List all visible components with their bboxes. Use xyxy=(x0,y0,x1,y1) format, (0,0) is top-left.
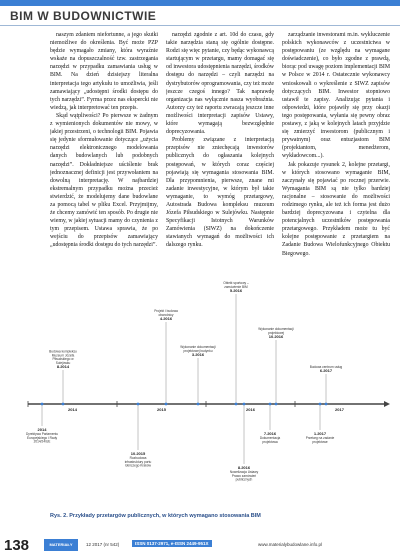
event-marker xyxy=(269,403,272,406)
paragraph: Problemy związane z interpretacją przepisów nie zniechęcają inwestorów publicznych do ogłaszania kolejnych postępowań, w których coraz częściej pojawiają się wymagania stosowania BIM. Dla przypomnienia, pierwsze, znane mi zadanie inwestycyjne, w którym był takie wymaganie, to wymóg przetargowy, Autostrada Budowa kompleksu muzeum Józefa Piłsudskiego w Sulejówku. Następnie Specyfikacji Istotnych Warunków Zamówienia (SIWZ) na dokończenie stawianych wymagań do możliwości ich dalszego rynku. xyxy=(166,137,274,249)
article-column-3 xyxy=(282,31,390,271)
event-date: 3.2016 xyxy=(191,352,205,357)
event-marker xyxy=(62,403,65,406)
event-description: Rozbudowa xyxy=(129,456,147,460)
event-description: Sulejówku xyxy=(55,361,71,365)
event-description: obwodnicy xyxy=(158,313,174,317)
event-description: Muzeum Józefa xyxy=(51,353,75,358)
article-body xyxy=(50,31,390,271)
paragraph: Skąd wątpliwości? Po pierwsze w żadnym z wymienionych dokumentów nie mowy, w jakiej przestrzeni, o technologii BIM. Pojawia się jedynie sformułowanie dotyczące „użycia narzędzi elektronicznego modelowania danych budowlanych lub podobnych narzędzi”. Dokładniejsze uściślenie brak jednoznacznej definicji jest przywołaniem na dowolną interpretację. W najbardziej ekstremalnym przypadku można przecież stwierdzić, że modelujemy dane budowlane za pomocą tabel w pliku Excel. Przyjmijmy, że chcemy zamówić ten sposób. Po drugie nie wiemy, w jakiej sytuacji mamy do czynienia z tym przepisem. Ustawa sprawia, że po wejściu do przepisów zamawiający „udostępnia środki dostępu do tych narzędzi”. xyxy=(50,112,158,249)
event-description: Projekt i budowa xyxy=(154,309,178,314)
event-date: 7.2016 xyxy=(263,431,277,436)
year-label: 2015 xyxy=(157,407,166,412)
issue-label: 12 2017 (nr 542) xyxy=(86,542,120,547)
timeline-diagram xyxy=(8,274,392,510)
article-column-2 xyxy=(166,31,274,271)
event-date: 4.2016 xyxy=(159,316,173,321)
event-description: Wykonanie dokumentacji xyxy=(258,327,294,332)
article-column-1 xyxy=(50,31,158,271)
event-description: Wykonanie dokumentacji xyxy=(180,345,216,350)
year-label: 2017 xyxy=(335,407,344,412)
event-marker xyxy=(197,403,200,406)
event-marker xyxy=(41,403,44,406)
event-description: 2014/24/UE xyxy=(33,439,51,444)
event-date: 5.2016 xyxy=(229,288,243,293)
event-description: Budowa centrum usług xyxy=(309,365,343,369)
event-description: projektowej xyxy=(267,331,285,335)
event-description: Obiekt sportowy – xyxy=(223,281,249,286)
event-description: projektowa xyxy=(262,439,278,444)
event-date: 2014 xyxy=(37,427,47,432)
event-description: projektowej budynku xyxy=(183,349,213,353)
event-description: Prawo zamówień xyxy=(231,473,257,478)
year-label: 2016 xyxy=(246,407,255,412)
page-header xyxy=(0,0,400,30)
paragraph: narzędzi zgodnie z art. 10d do czasu, gdy takie narzędzia staną się ogólnie dostępne. Rodzi się więc pytanie, czy będąc wykonawcą startującym w przetargu, mamy domagać się od inwestora udostępnienia narzędzi, środków dostępu do narzędzi – czyli narzędzi na dystrybutorów oprogramowania, czy też może jeszcze czegoś innego? Tak naprawdę organizacja nas wyłącznie nasza wyobraźnia. Autorzy czy też raportu zwracają jeszcze inne możliwości interpretacji zapisów Ustawy, które wymagają bezwzględnie doprecyzowania. xyxy=(166,32,274,136)
journal-logo: MATERIAŁY BUDOWLANE xyxy=(44,539,78,551)
event-description: Nowelizacja Ustawy xyxy=(229,470,259,474)
event-description: Piłsudskiego w xyxy=(52,357,74,362)
year-label: 2014 xyxy=(68,407,77,412)
timeline-figure xyxy=(8,274,392,510)
event-marker xyxy=(165,403,168,406)
event-marker xyxy=(325,403,328,406)
page-footer xyxy=(0,531,400,559)
figure-caption: Rys. 2. Przykłady przetargów publicznych, w których wymagano stosowania BIM xyxy=(50,513,261,519)
event-description: Przetarg na zadanie xyxy=(305,436,335,440)
event-marker xyxy=(235,403,238,406)
event-description: Dyrektywa Parlamentu xyxy=(25,432,59,436)
timeline-arrow xyxy=(384,401,390,407)
event-description: publicznych xyxy=(235,477,253,482)
event-date: 1.2017 xyxy=(313,431,327,436)
page-number: 138 xyxy=(4,537,30,554)
event-marker xyxy=(319,403,322,406)
header-rule xyxy=(0,25,400,26)
event-description: Dokumentacja xyxy=(259,436,281,440)
event-marker xyxy=(243,403,246,406)
event-date: 8.2014 xyxy=(56,364,70,369)
paragraph: Jak pokazuje rysunek 2, kolejne przetargi, w których stosowano wymaganie BIM, zaczynały się pojawiać po rocznej przerwie. Wymagania BIM są nie tylko bardziej racjonalne – stosowanie do możliwości rodzimego rynku, ale też ich forma jest dużo bardziej doprecyzowana i czytelna dla potencjalnych uczestników postępowania przetargowego. Przykładem może tu być kolejne postępowanie z przetargiem na Zadanie Budowa Wielofunkcyjnego Obiektu Biegowego. xyxy=(282,161,390,257)
issn-badge: ISSN 0137-2971, e-ISSN 2449-951X xyxy=(132,540,212,547)
event-marker xyxy=(137,403,140,406)
journal-url: www.materialybudowlane.info.pl xyxy=(258,542,323,547)
header-accent-bar xyxy=(0,0,400,6)
event-description: Budowa kompleksu xyxy=(49,349,77,354)
event-description: Europejskiego i Rady xyxy=(26,435,58,440)
event-date: 8.2016 xyxy=(237,465,251,470)
paragraph: naszym zdaniem niefortunne, a jego skutki niemożliwe do określenia. Być może PZP będzie wymagało zmiany, która wyraźnie wskaże na dopuszczalność tzw. zastrzegania narzędzi w przypadku zamawiania usług w BIM. Na dzień dzisiejszy literalna interpretacja tego artykułu to umożliwia, jeśli zamawiający „udostępni środki dostępu do tych narzędzi”. Fyrma przez nas ekspercki nie wiedzą, jak interpretować ten przepis. xyxy=(50,32,158,111)
event-description: projektowe xyxy=(312,439,328,444)
event-description: lotniczego Kraków xyxy=(125,463,151,468)
event-date: 6.2017 xyxy=(319,368,333,373)
event-date: 10.2015 xyxy=(130,451,146,456)
event-marker xyxy=(275,403,278,406)
event-description: infrastruktury portu xyxy=(124,459,152,464)
section-title: BIM W BUDOWNICTWIE xyxy=(10,9,157,23)
event-description: zamówienie BIM xyxy=(224,285,248,289)
event-date: 10.2016 xyxy=(268,334,284,339)
paragraph: zarządzanie inwestorami m.in. wykluczenie polskich wykonawców z uczestnictwa w postępowaniu (ze względu na wymagane doświadczenie), co było zgodne z prawdą, biorąc pod uwagę poziom implementacji BIM w Polsce w 2014 r. Ostatecznie wykonawcy wnioskowali o wykreślenie z SIWZ zapisów dotyczących BIM. Inwestor stopniowo ustawił te zapisy. Analizując pytania i odpowiedzi, które pojawiły się przy okazji tego postępowania, wyłania się pewny obraz postawy, z jaką w kolejnych latach przyjdzie się zmierzyć inwestorom (publicznym i prywatnym) oraz entuzjastom BIM (projektantom, menedżerom, wykładowcom...). xyxy=(282,32,390,160)
